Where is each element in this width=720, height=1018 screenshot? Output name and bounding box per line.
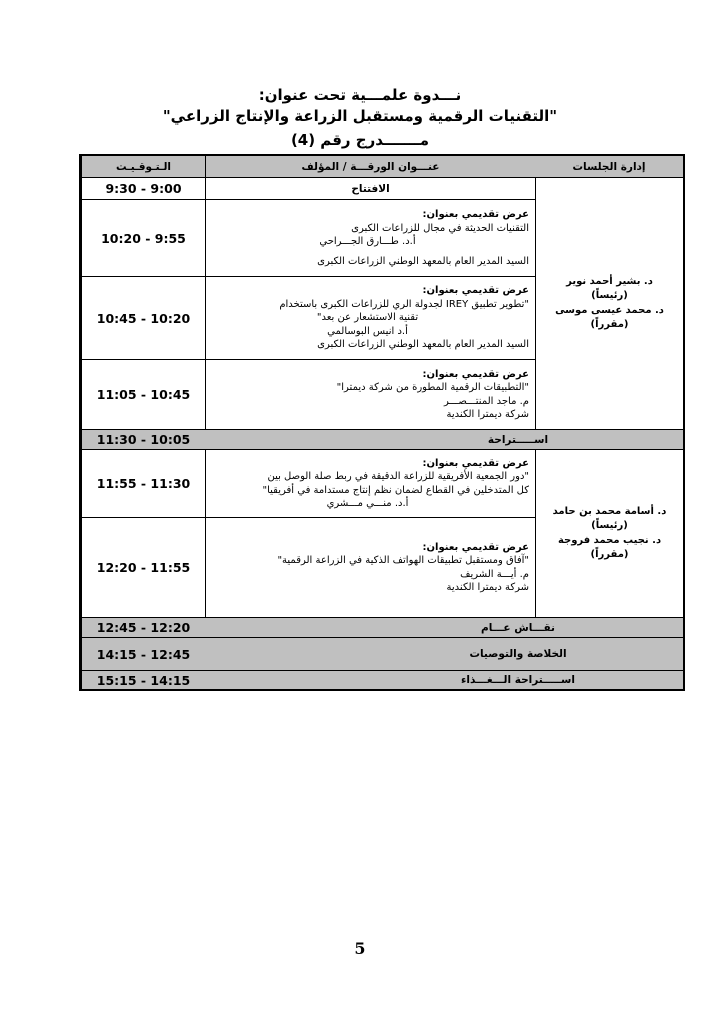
- presentation-title: "تطوير تطبيق IREY لجدولة الري للزراعات الكبرى باستخدام: [279, 298, 529, 310]
- presentation-label: عرض تقديمي بعنوان:: [422, 368, 529, 380]
- presenter-name: م. ماجد المنتـــصـــر: [444, 395, 529, 407]
- chair-name: د. بشير أحمد نوير: [566, 275, 653, 287]
- presentation-title: "دور الجمعية الأفريقية للزراعة الدقيقة في ربط صلة الوصل بين: [267, 471, 529, 482]
- chair-role: (رئيساً): [591, 290, 628, 301]
- presentation-title: "التطبيقات الرقمية المطورة من شركة ديمترا": [336, 382, 529, 393]
- rapporteur-role: (مقرراً): [590, 319, 629, 330]
- presenter-affiliation: السيد المدير العام بالمعهد الوطني الزراعات الكبرى: [317, 255, 529, 267]
- hall-number: مـــــــدرج رقم (4): [290, 131, 430, 149]
- presentation-cell: [205, 360, 535, 430]
- presenter-affiliation: السيد المدير العام بالمعهد الوطني الزراعات الكبرى: [317, 339, 529, 351]
- presentation-label: عرض تقديمي بعنوان:: [422, 285, 529, 297]
- presenter-name: أ.د انيس البوسالمي: [327, 325, 408, 337]
- time-cell: 11:05 - 10:45: [81, 360, 205, 430]
- presentation-cell: [205, 450, 535, 518]
- presentation-cell: [205, 518, 535, 618]
- session-break: اســـــتراحة: [205, 430, 683, 450]
- column-header-management: إدارة الجلسات: [535, 156, 683, 178]
- symposium-heading: نـــدوة علمـــية تحت عنوان:: [258, 86, 462, 104]
- time-cell: 14:15 - 12:45: [81, 638, 205, 671]
- time-cell: 11:55 - 11:30: [81, 450, 205, 518]
- presentation-label: عرض تقديمي بعنوان:: [422, 541, 529, 553]
- session-management-1: [535, 178, 683, 430]
- presentation-title-continued: كل المتدخلين في القطاع لضمان نظم إنتاج مستدامة في أفريقيا": [262, 484, 529, 496]
- rapporteur-name: د. محمد عيسى موسى: [555, 304, 664, 316]
- presenter-affiliation: شركة ديمترا الكندية: [446, 409, 529, 420]
- presentation-label: عرض تقديمي بعنوان:: [422, 457, 529, 469]
- presenter-name: م. أيـــة الشريف: [460, 568, 529, 580]
- time-cell: 12:20 - 11:55: [81, 518, 205, 618]
- page-number: 5: [354, 939, 366, 958]
- presenter-name: أ.د. طـــارق الجـــراحي: [319, 236, 416, 247]
- time-cell: 10:20 - 9:55: [81, 200, 205, 277]
- column-header-paper: عنـــوان الورقـــة / المؤلف: [205, 156, 535, 178]
- presentation-title-continued: تقنية الاستشعار عن بعد": [316, 312, 419, 324]
- session-management-2: [535, 450, 683, 618]
- symposium-title: "التقنيات الرقمية ومستقبل الزراعة والإنتاج الزراعي": [162, 107, 558, 125]
- presentation-cell: [205, 277, 535, 360]
- chair-role: (رئيساً): [591, 520, 628, 531]
- presentation-title: "آفاق ومستقبل تطبيقات الهواتف الذكية في الزراعة الرقمية": [277, 555, 529, 566]
- time-cell: 11:30 - 10:05: [81, 430, 205, 450]
- presenter-affiliation: شركة ديمترا الكندية: [446, 582, 529, 593]
- rapporteur-name: د. نجيب محمد فروجة: [557, 534, 662, 546]
- column-header-time: الـتـوقـيـت: [81, 156, 205, 178]
- session-lunch-break: اســـــتراحة الـــغـــذاء: [205, 671, 683, 689]
- schedule-table: [79, 154, 685, 691]
- presentation-cell: [205, 200, 535, 277]
- presentation-label: عرض تقديمي بعنوان:: [422, 209, 529, 220]
- time-cell: 12:45 - 12:20: [81, 618, 205, 638]
- session-opening: الافتتاح: [205, 178, 535, 200]
- presenter-name: أ.د. منـــي مـــشري: [326, 498, 409, 509]
- session-conclusions: الخلاصة والتوصيات: [205, 638, 683, 671]
- session-general-discussion: نقـــاش عـــام: [205, 618, 683, 638]
- presentation-title: التقنيات الحديثة في مجال للزراعات الكبرى: [351, 222, 529, 234]
- time-cell: 15:15 - 14:15: [81, 671, 205, 689]
- time-cell: 10:45 - 10:20: [81, 277, 205, 360]
- rapporteur-role: (مقرراً): [590, 549, 629, 560]
- time-cell: 9:30 - 9:00: [81, 178, 205, 200]
- chair-name: د. أسامة محمد بن حامد: [552, 505, 667, 517]
